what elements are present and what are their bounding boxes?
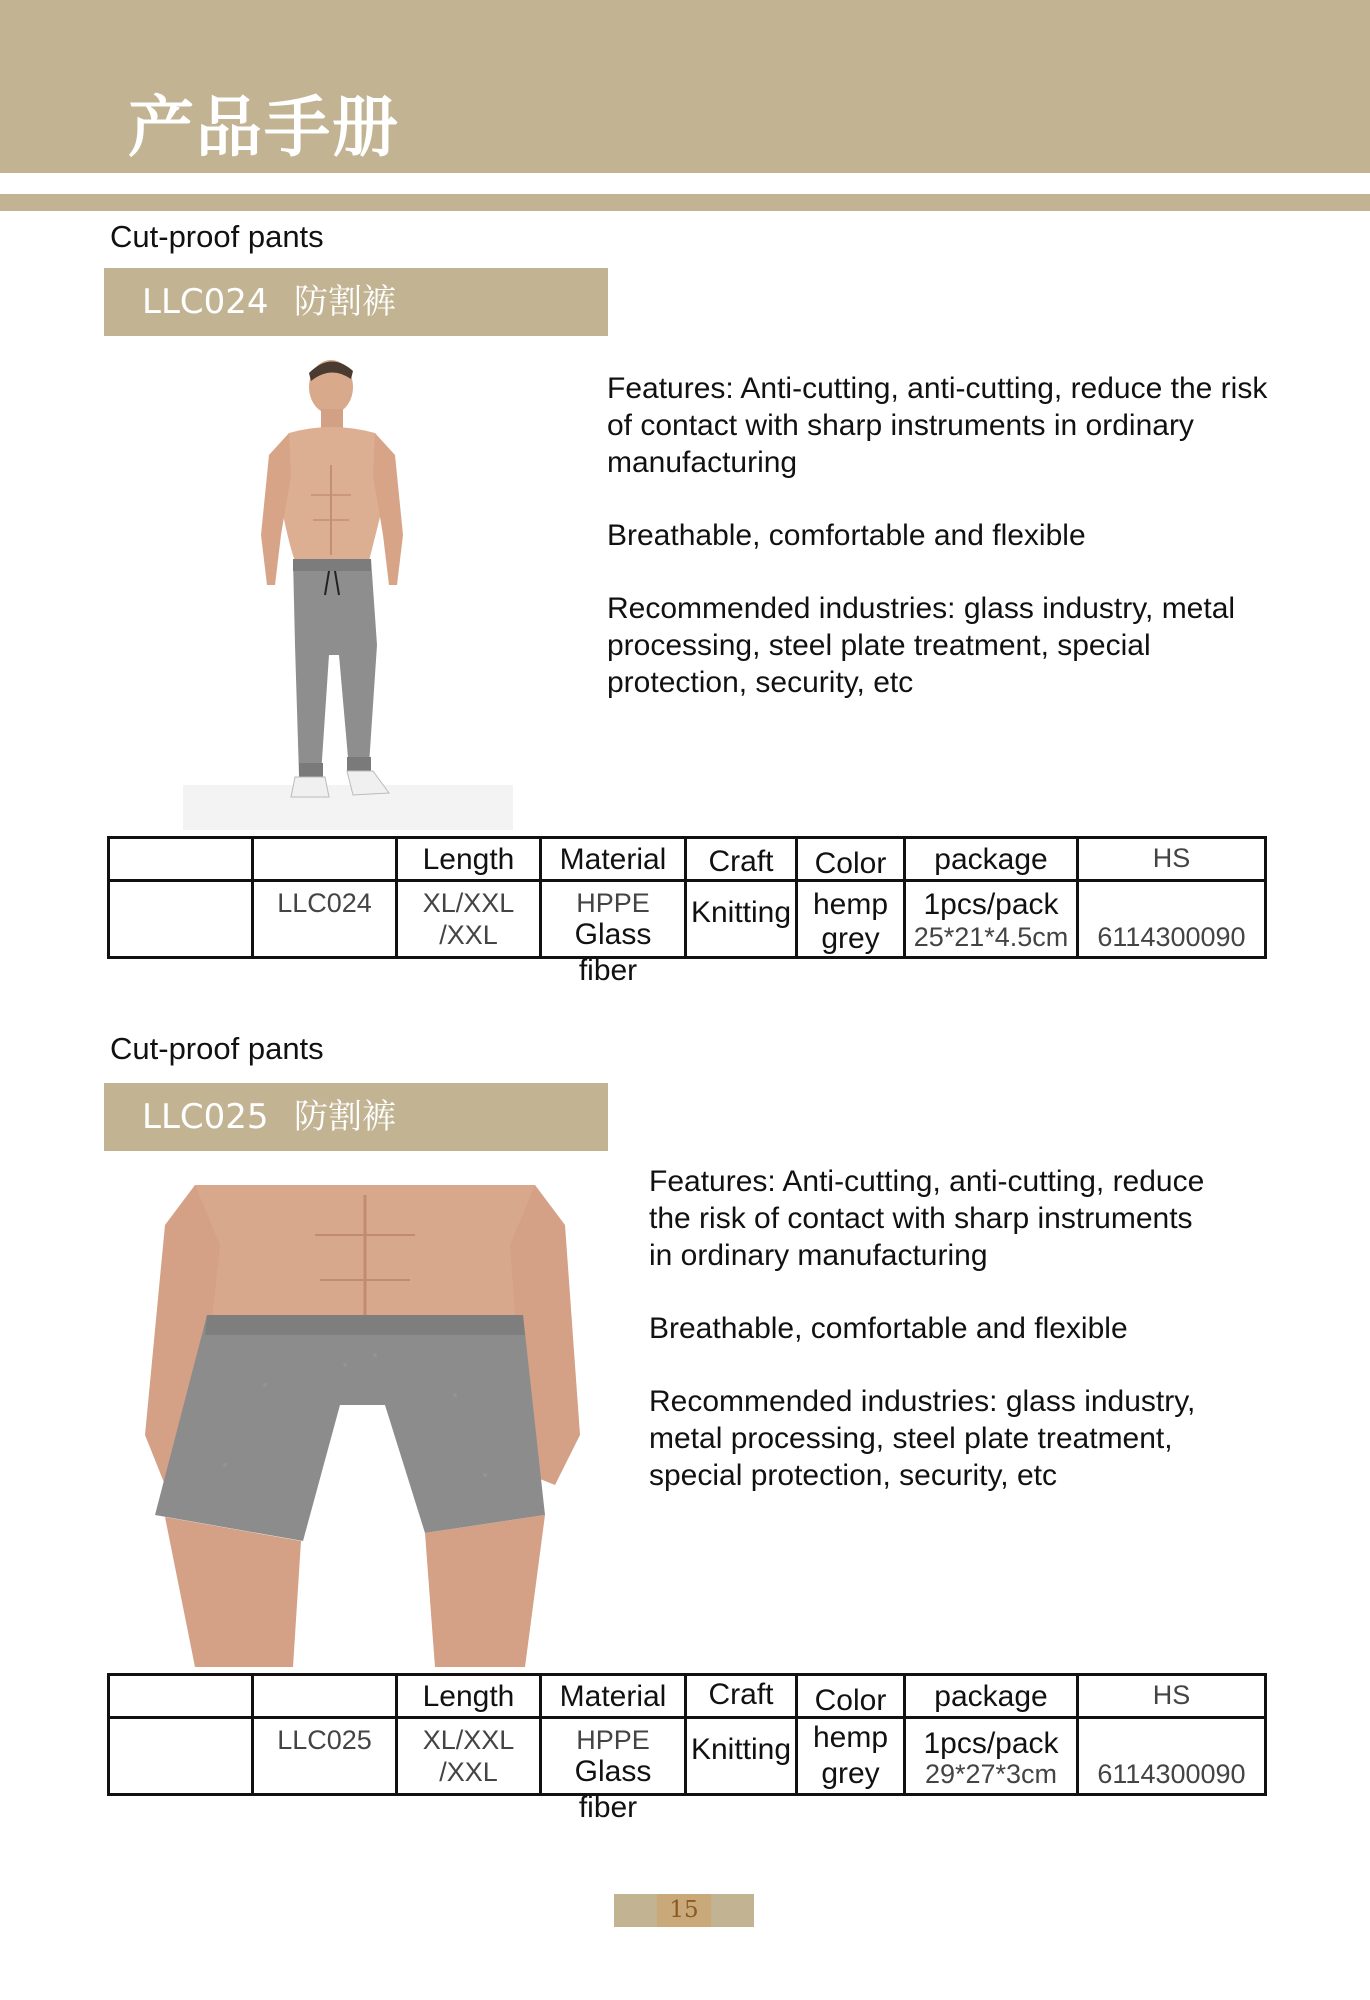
material-value-2: Glass: [574, 1755, 652, 1788]
table-cell-model: [253, 1718, 397, 1795]
spec-table: [107, 1673, 1267, 1824]
table-header-cell: [905, 838, 1078, 881]
color-value-2: grey: [821, 1757, 880, 1790]
table-header-cell: [1078, 838, 1266, 881]
table-header-cell: [541, 838, 686, 881]
header-stripe: [0, 194, 1370, 211]
table-cell-craft: [686, 881, 797, 958]
model-code: LLC024: [142, 282, 269, 322]
hs-value: 6114300090: [1097, 922, 1246, 952]
page-number: [614, 1894, 754, 1927]
material-value-3: fiber: [578, 954, 638, 987]
table-cell-length: [397, 1718, 541, 1795]
table-cell-material: [541, 1718, 686, 1824]
model-name-cn: 防割裤: [294, 282, 396, 322]
product-description: [607, 370, 1287, 737]
header-length: Length: [422, 1680, 515, 1713]
header-material: Material: [559, 1680, 667, 1713]
header-package: package: [934, 843, 1048, 876]
table-cell-material: [541, 881, 686, 987]
package-value-2: 25*21*4.5cm: [913, 922, 1069, 952]
table-header-cell: [397, 1675, 541, 1718]
table-row: [109, 1718, 1266, 1795]
table-cell-color: [797, 1718, 905, 1795]
model-code: LLC025: [142, 1097, 269, 1137]
header-color: Color: [814, 1684, 887, 1717]
model-name-cn: 防割裤: [294, 1097, 396, 1137]
table-header-cell: [1078, 1675, 1266, 1718]
material-value-3: fiber: [578, 1791, 638, 1824]
table-cell-length: [397, 881, 541, 958]
table-header-cell: [797, 838, 905, 881]
header-craft: Craft: [708, 845, 774, 878]
industries-text: Recommended industries: glass industry, metal processing, steel plate treatment, special protection, security, etc: [649, 1385, 1196, 1492]
table-header-cell: [253, 838, 397, 881]
material-value-1: HPPE: [576, 1725, 650, 1755]
model-value: LLC025: [277, 1725, 372, 1755]
header-package: package: [934, 1680, 1048, 1713]
page-number-label: 15: [657, 1894, 710, 1927]
table-header-cell: [541, 1675, 686, 1718]
cut-proof-shorts-illustration: [125, 1185, 590, 1667]
header-length: Length: [422, 843, 515, 876]
table-header-cell: [109, 1675, 253, 1718]
craft-value: Knitting: [690, 1733, 792, 1766]
table-cell-empty: [109, 1718, 253, 1795]
length-value-1: XL/XXL: [422, 888, 515, 918]
table-cell-craft: [686, 1718, 797, 1795]
table-cell-package: [905, 1718, 1078, 1795]
package-value-2: 29*27*3cm: [924, 1759, 1058, 1789]
table-header-cell: [686, 838, 797, 881]
model-banner: [104, 268, 608, 336]
length-value-2: /XXL: [439, 1757, 498, 1787]
table-cell-hs: [1078, 881, 1266, 958]
table-header-cell: [253, 1675, 397, 1718]
table-header-row: [109, 1675, 1266, 1718]
table-header-cell: [397, 838, 541, 881]
color-value-2: grey: [821, 922, 880, 955]
product-photo-llc024: [183, 345, 513, 830]
catalog-title: 产品手册: [128, 89, 400, 166]
length-value-2: /XXL: [439, 920, 498, 950]
header-hs: HS: [1152, 843, 1191, 873]
color-value-1: hemp: [812, 1721, 889, 1754]
header-color: Color: [814, 847, 887, 880]
table-cell-package: [905, 881, 1078, 958]
table-cell-model: [253, 881, 397, 958]
model-banner: [104, 1083, 608, 1151]
header-material: Material: [559, 843, 667, 876]
header-hs: HS: [1152, 1680, 1191, 1710]
section-label: Cut-proof pants: [110, 1031, 324, 1066]
section-label: Cut-proof pants: [110, 219, 324, 254]
jogger-pants-illustration: [183, 345, 513, 830]
industries-text: Recommended industries: glass industry, metal processing, steel plate treatment, special protection, security, etc: [607, 592, 1236, 699]
header-craft: Craft: [708, 1678, 774, 1711]
features-text: Features: Anti-cutting, anti-cutting, reduce the risk of contact with sharp instruments in ordinary manufacturing: [607, 372, 1268, 479]
table-header-cell: [797, 1675, 905, 1718]
material-value-2: Glass: [574, 918, 652, 951]
table-header-cell: [109, 838, 253, 881]
comfort-text: Breathable, comfortable and flexible: [607, 519, 1086, 552]
material-value-1: HPPE: [576, 888, 650, 918]
model-value: LLC024: [277, 888, 372, 918]
package-value-1: 1pcs/pack: [923, 1727, 1059, 1760]
comfort-text: Breathable, comfortable and flexible: [649, 1312, 1128, 1345]
table-cell-empty: [109, 881, 253, 958]
craft-value: Knitting: [690, 896, 792, 929]
table-header-cell: [905, 1675, 1078, 1718]
length-value-1: XL/XXL: [422, 1725, 515, 1755]
table-header-cell: [686, 1675, 797, 1718]
spec-table: [107, 836, 1267, 987]
features-text: Features: Anti-cutting, anti-cutting, reduce the risk of contact with sharp instruments in ordinary manufacturing: [649, 1165, 1205, 1272]
color-value-1: hemp: [812, 888, 889, 921]
package-value-1: 1pcs/pack: [923, 888, 1059, 921]
table-header-row: [109, 838, 1266, 881]
product-description: [649, 1163, 1209, 1530]
table-row: [109, 881, 1266, 958]
table-cell-color: [797, 881, 905, 958]
hs-value: 6114300090: [1097, 1759, 1246, 1789]
table-cell-hs: [1078, 1718, 1266, 1795]
product-photo-llc025: [125, 1185, 590, 1667]
